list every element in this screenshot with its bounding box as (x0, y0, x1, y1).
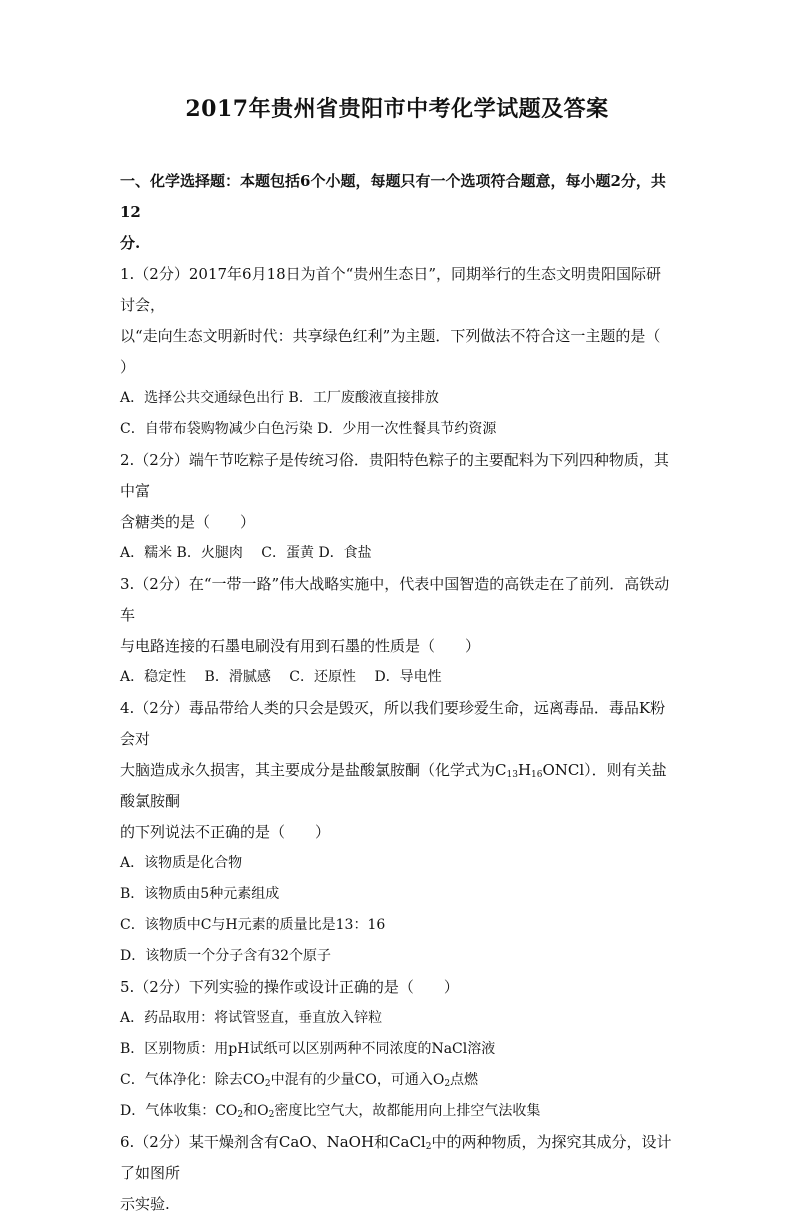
option-d-mid: 和O (243, 1103, 269, 1120)
question-2-text: 2.（2分）端午节吃粽子是传统习俗．贵阳特色粽子的主要配料为下列四种物质，其中富 (120, 451, 669, 501)
document-title: 2017年贵州省贵阳市中考化学试题及答案 (185, 96, 609, 122)
option-c-mid: 中混有的少量CO，可通入O (270, 1072, 445, 1089)
question-5-option-b: B．区别物质：用pH试纸可以区别两种不同浓度的NaCl溶液 (120, 1041, 496, 1058)
option-c-tail: 点燃 (450, 1072, 479, 1089)
section-heading: 一、化学选择题：本题包括6个小题，每题只有一个选项符合题意，每小题2分，共12 (120, 172, 666, 222)
question-3-options: A．稳定性 B．滑腻感 C．还原性 D．导电性 (120, 669, 442, 686)
formula-h: H (517, 761, 532, 780)
question-4-text-end: 的下列说法不正确的是（ ） (120, 823, 331, 842)
option-d-lead: D．气体收集：CO (120, 1103, 238, 1120)
formula-lead-text: 大脑造成永久损害，其主要成分是盐酸氯胺酮（化学式为C (120, 761, 507, 780)
option-c-lead: C．气体净化：除去CO (120, 1072, 265, 1089)
question-4-option-d: D．该物质一个分子含有32个原子 (120, 948, 332, 965)
subscript-co2: 2 (237, 1110, 244, 1121)
question-2-options: A．糯米 B．火腿肉 C．蛋黄 D．食盐 (120, 545, 372, 562)
section-heading-continued: 分. (120, 234, 141, 253)
question-1-text: 1.（2分）2017年6月18日为首个“贵州生态日”，同期举行的生态文明贵阳国际研讨会， (120, 265, 661, 315)
subscript-co2: 2 (264, 1079, 271, 1090)
question-5-option-c (120, 1065, 674, 1096)
question-4-option-a: A．该物质是化合物 (120, 855, 243, 872)
option-d-tail: 密度比空气大，故都能用向上排空气法收集 (274, 1103, 541, 1120)
question-5-option-a: A．药品取用：将试管竖直，垂直放入锌粒 (120, 1010, 383, 1027)
question-6-lead: 6.（2分）某干燥剂含有CaO、NaOH和CaCl (120, 1133, 426, 1152)
question-4-option-c: C．该物质中C与H元素的质量比是13：16 (120, 917, 386, 934)
subscript-c: 13 (506, 770, 518, 781)
subscript-o2: 2 (268, 1110, 275, 1121)
question-1-text-continued: 以“走向生态文明新时代：共享绿色红利”为主题．下列做法不符合这一主题的是（ (120, 327, 661, 346)
subscript-h: 16 (531, 770, 543, 781)
formula-tail-text: ONCl）．则有关盐酸氯胺酮 (120, 761, 667, 811)
question-4-option-b: B．该物质由5种元素组成 (120, 886, 280, 903)
question-1-options-cd: C．自带布袋购物减少白色污染 D．少用一次性餐具节约资源 (120, 421, 497, 438)
question-6-text (120, 1127, 674, 1189)
question-4-text: 4.（2分）毒品带给人类的只会是毁灭，所以我们要珍爱生命，远离毒品．毒品K粉会对 (120, 699, 666, 749)
question-5-text: 5.（2分）下列实验的操作或设计正确的是（ ） (120, 978, 459, 997)
question-4-text-formula-line (120, 755, 674, 817)
subscript-cacl2: 2 (425, 1142, 432, 1153)
question-2-text-continued: 含糖类的是（ ） (120, 513, 256, 532)
subscript-o2: 2 (444, 1079, 451, 1090)
question-1-options-ab: A．选择公共交通绿色出行 B．工厂废酸液直接排放 (120, 390, 439, 407)
question-6-text-continued: 示实验. (120, 1195, 170, 1214)
question-1-text-end: ） (120, 358, 136, 377)
question-3-text-continued: 与电路连接的石墨电刷没有用到石墨的性质是（ ） (120, 637, 481, 656)
question-3-text: 3.（2分）在“一带一路”伟大战略实施中，代表中国智造的高铁走在了前列．高铁动车 (120, 575, 670, 625)
question-6-tail: 中的两种物质，为探究其成分，设计了如图所 (120, 1133, 672, 1183)
